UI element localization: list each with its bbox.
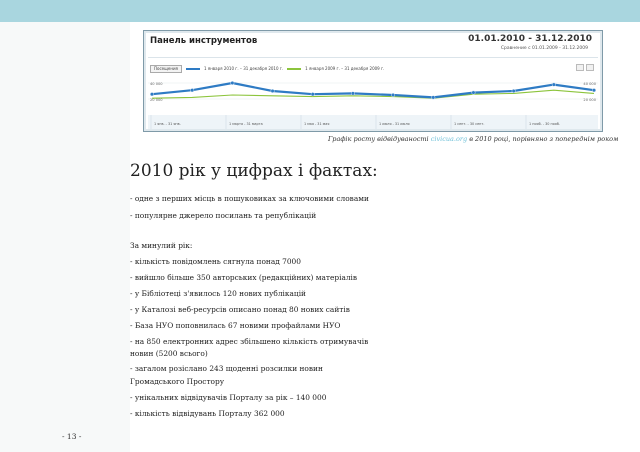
- x-tick-label: 1 янв. - 31 янв.: [154, 122, 181, 126]
- data-point[interactable]: [351, 92, 355, 96]
- metric-select[interactable]: Посещения: [150, 65, 182, 73]
- y-tick-label: 40 000: [583, 82, 596, 86]
- body-line: - у Бібліотеці з'явилось 120 нових публікацій: [130, 289, 306, 298]
- body-line: - на 850 електронних адрес збільшено кількість отримувачів: [130, 337, 369, 346]
- figure-caption: [328, 135, 619, 143]
- data-point[interactable]: [231, 81, 235, 85]
- legend-previous-swatch: [287, 68, 301, 70]
- line-chart: [148, 75, 598, 129]
- caption-link[interactable]: civicua.org: [430, 135, 468, 143]
- line-view-button[interactable]: [576, 64, 584, 71]
- body-line: - одне з перших місць в пошуковиках за ключовими словами: [130, 194, 369, 203]
- body-line: - унікальних відвідувачів Порталу за рік – 140 000: [130, 393, 327, 402]
- top-color-band: [0, 0, 640, 22]
- chart-toolbar: [150, 65, 384, 72]
- dashboard-title: Панель инструментов: [150, 36, 258, 46]
- x-tick-label: 1 мая - 31 мая: [304, 122, 330, 126]
- legend-current-label: 1 января 2010 г. – 31 декабря 2010 г.: [203, 66, 284, 71]
- data-point[interactable]: [311, 92, 315, 96]
- body-line: новин (5200 всього): [130, 349, 208, 358]
- analytics-dashboard-screenshot: [143, 30, 603, 132]
- body-line: - вийшло більше 350 авторських (редакційних) матеріалів: [130, 273, 358, 282]
- page-number: - 13 -: [62, 432, 82, 441]
- legend-previous-label: 1 января 2009 г. – 31 декабря 2009 г.: [305, 66, 385, 71]
- legend-current-swatch: [186, 68, 200, 70]
- data-point[interactable]: [271, 89, 275, 93]
- x-tick-label: 1 нояб. - 30 нояб.: [529, 122, 561, 126]
- x-tick-label: 1 сент. - 30 сент.: [454, 122, 485, 126]
- data-point[interactable]: [431, 96, 435, 100]
- body-line: - База НУО поповнилась 67 новими профайлами НУО: [130, 321, 341, 330]
- data-point[interactable]: [391, 93, 395, 97]
- body-line: - кількість відвідувань Порталу 362 000: [130, 409, 285, 418]
- body-line: Громадського Простору: [130, 377, 225, 386]
- body-line: - популярне джерело посилань та републікацій: [130, 211, 317, 220]
- data-point[interactable]: [512, 89, 516, 93]
- date-range: 01.01.2010 - 31.12.2010: [468, 34, 592, 44]
- bar-view-button[interactable]: [586, 64, 594, 71]
- caption-text-before: Графік росту відвідуваності: [328, 135, 431, 143]
- data-point[interactable]: [190, 88, 194, 92]
- body-line: - кількість повідомлень сягнула понад 7000: [130, 257, 301, 266]
- left-margin-strip: [0, 22, 130, 452]
- x-tick-label: 1 марта - 31 марта: [229, 122, 263, 126]
- dashboard-divider: [148, 57, 598, 58]
- caption-text-after: в 2010 році, порівняно з попереднім роком: [467, 135, 619, 143]
- section-heading: 2010 рік у цифрах і фактах:: [130, 161, 378, 181]
- y-tick-label: 20 000: [150, 98, 163, 102]
- x-tick-label: 1 июля - 31 июля: [379, 122, 410, 126]
- compare-range: Сравнение с 01.01.2009 - 31.12.2009: [500, 46, 588, 51]
- data-point[interactable]: [592, 88, 596, 92]
- chart-view-buttons: [576, 64, 594, 71]
- y-tick-label: 20 000: [583, 98, 596, 102]
- body-line: За минулий рік:: [130, 241, 193, 250]
- y-tick-label: 40 000: [150, 82, 163, 86]
- data-point[interactable]: [150, 92, 154, 96]
- data-point[interactable]: [552, 83, 556, 87]
- data-point[interactable]: [472, 91, 476, 95]
- body-line: - загалом розіслано 243 щоденні розсилки новин: [130, 364, 323, 373]
- body-line: - у Каталозі веб-ресурсів описано понад 80 нових сайтів: [130, 305, 350, 314]
